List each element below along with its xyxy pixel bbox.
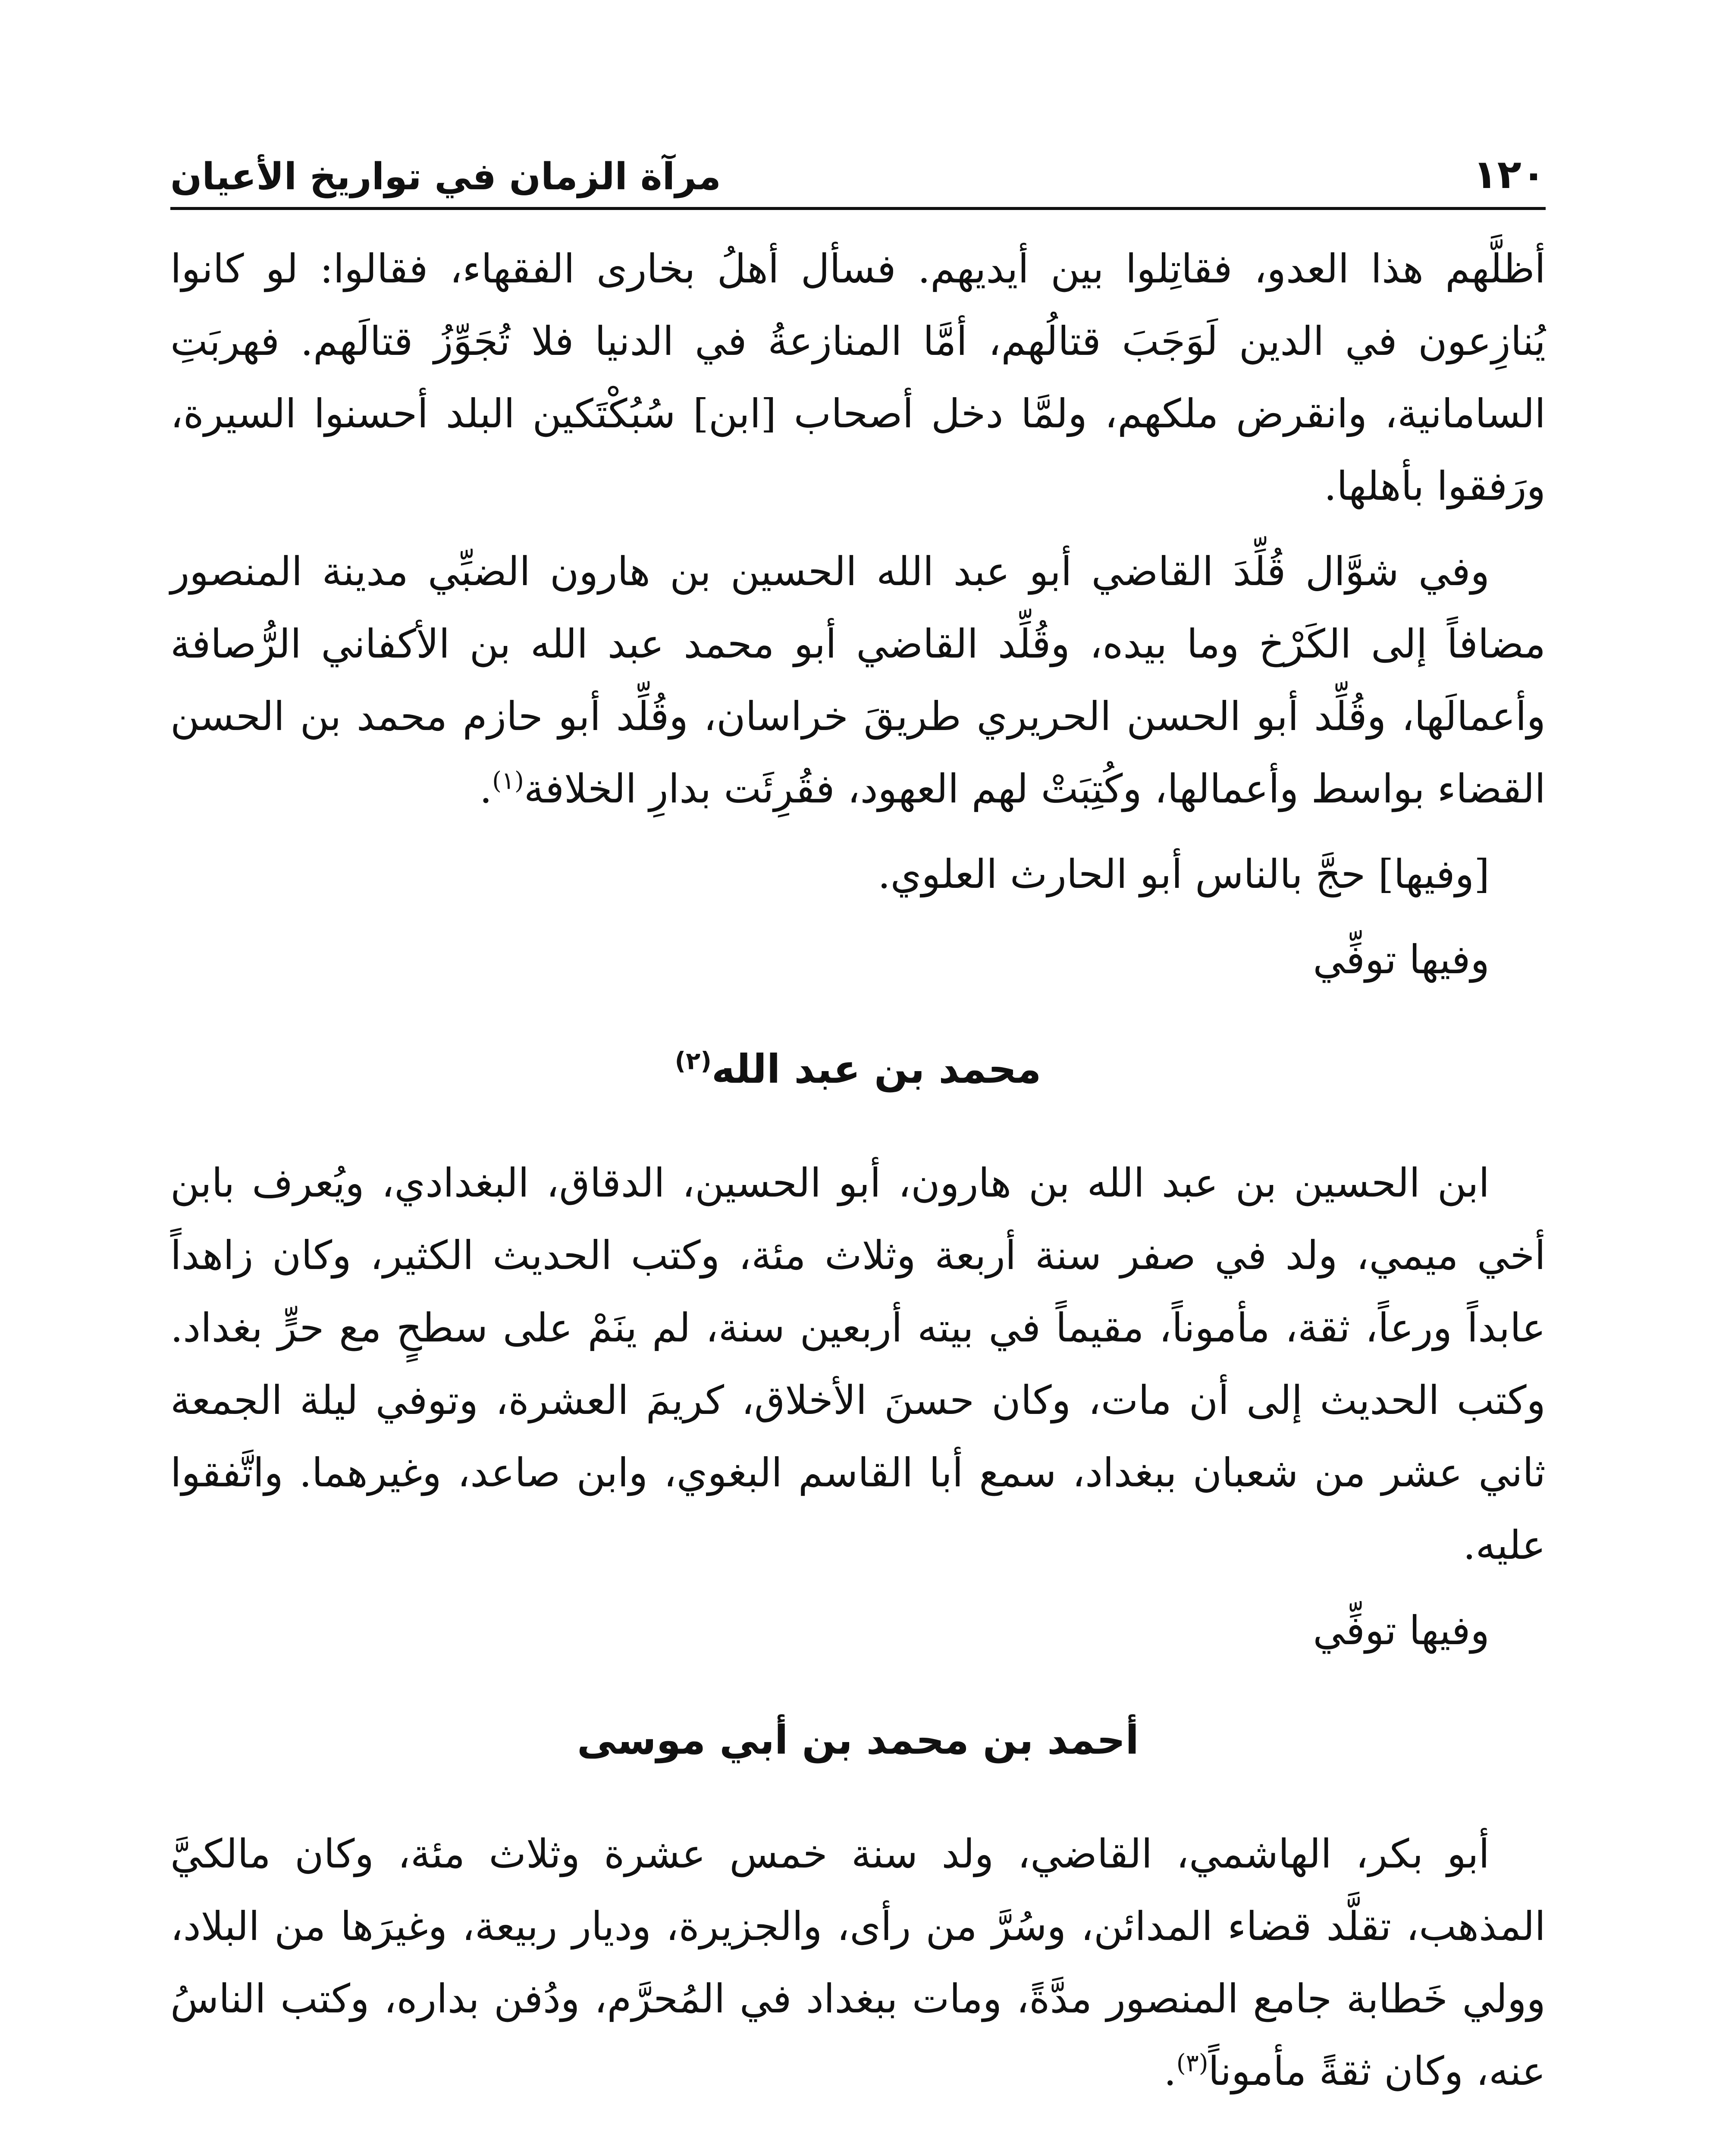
paragraph-7-end: . — [1164, 2048, 1176, 2094]
page-header — [170, 142, 1546, 210]
paragraph-2 — [170, 536, 1546, 825]
paragraph-2-end: . — [479, 766, 493, 812]
paragraph-5: ابن الحسين بن عبد الله بن هارون، أبو الحسين، الدقاق، البغدادي، ويُعرف بابن أخي ميمي، ولد في صفر سنة أربعة وثلاث مئة، وكتب الحديث الكثير، وكان زاهداً عابداً ورعاً، ثقة، مأموناً، مقيماً في بيته أربعين سنة، لم ينَمْ على سطحٍ مع حرٍّ بغداد. وكتب الحديث إلى أن مات، وكان حسنَ الأخلاق، كريمَ العشرة، وتوفي ليلة الجمعة ثاني عشر من شعبان ببغداد، سمع أبا القاسم البغوي، وابن صاعد، وغيرهما. واتَّفقوا عليه. — [170, 1160, 1546, 1568]
section-heading-2: أحمد بن محمد بن أبي موسى — [577, 1717, 1139, 1763]
footnote-ref-3: (٣) — [1176, 2049, 1208, 2078]
paragraph-3: [وفيها] حجَّ بالناس أبو الحارث العلوي. — [878, 851, 1490, 897]
section-heading-1 — [170, 1035, 1546, 1104]
paragraph-7 — [170, 1818, 1546, 2108]
running-title: مرآة الزمان في تواريخ الأعيان — [170, 155, 721, 198]
page-number: ١٢٠ — [1473, 151, 1546, 197]
paragraph-6: وفيها توفِّي — [1313, 1608, 1490, 1654]
section-heading-1-text: محمد بن عبد الله — [711, 1046, 1042, 1092]
paragraph-2-text: وفي شوَّال قُلِّدَ القاضي أبو عبد الله الحسين بن هارون الضبِّي مدينة المنصور مضافاً إلى الكَرْخ وما بيده، وقُلِّد القاضي أبو محمد عبد الله بن الأكفاني الرُّصافة وأعمالَها، وقُلِّد أبو الحسن الحريري طريقَ خراسان، وقُلِّد أبو حازم محمد بن الحسن القضاء بواسط وأعمالها، وكُتِبَتْ لهم العهود، فقُرِئَت بدارِ الخلافة — [170, 548, 1546, 812]
footnote-ref-1: (١) — [492, 767, 524, 795]
paragraph-4: وفيها توفِّي — [1313, 937, 1490, 983]
footnote-ref-2: (٢) — [674, 1047, 712, 1075]
paragraph-7-text: أبو بكر، الهاشمي، القاضي، ولد سنة خمس عشرة وثلاث مئة، وكان مالكيَّ المذهب، تقلَّد قضاء المدائن، وسُرَّ من رأى، والجزيرة، وديار ربيعة، وغيرَها من البلاد، وولي خَطابة جامع المنصور مدَّةً، ومات ببغداد في المُحرَّم، ودُفن بداره، وكتب الناسُ عنه، وكان ثقةً مأموناً — [170, 1831, 1546, 2094]
paragraph-1: أظلَّهم هذا العدو، فقاتِلوا بين أيديهم. فسأل أهلُ بخارى الفقهاء، فقالوا: لو كانوا يُنازِعون في الدين لَوَجَبَ قتالُهم، أمَّا المنازعةُ في الدنيا فلا تُجَوِّزُ قتالَهم. فهربَتِ السامانية، وانقرض ملكهم، ولمَّا دخل أصحاب [ابن] سُبُكْتَكين البلد أحسنوا السيرة، ورَفقوا بأهلها. — [170, 246, 1546, 509]
main-text — [170, 233, 1546, 2121]
